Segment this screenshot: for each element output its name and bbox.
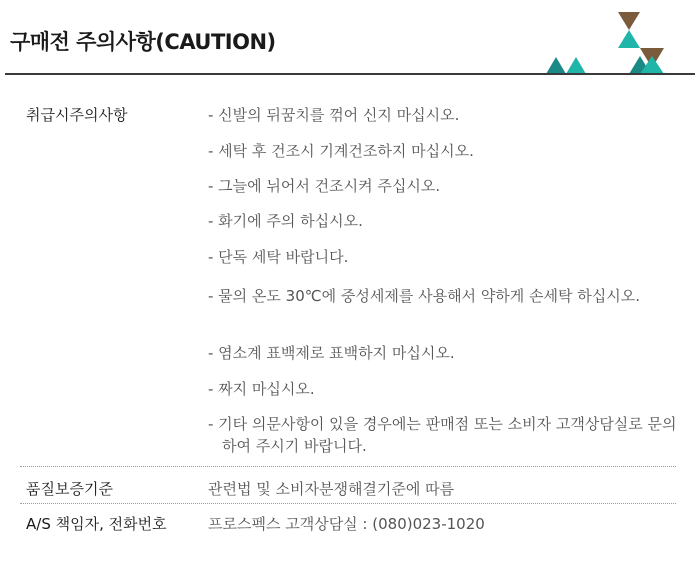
page-header — [0, 0, 700, 76]
deco-triangle-brown-top — [618, 12, 640, 30]
as-contact-value: 프로스펙스 고객상담실 : (080)023-1020 — [208, 515, 485, 533]
row-divider — [20, 466, 676, 467]
care-item: - 짜지 마십시오. — [208, 380, 315, 398]
care-label: 취급시주의사항 — [26, 106, 128, 124]
deco-triangle-small-2 — [566, 57, 586, 74]
quality-label: 품질보증기준 — [26, 480, 113, 498]
care-item: - 단독 세탁 바랍니다. — [208, 248, 349, 266]
header-divider — [5, 73, 695, 75]
care-item: - 그늘에 뉘어서 건조시켜 주십시오. — [208, 177, 441, 195]
quality-value: 관련법 및 소비자분쟁해결기준에 따름 — [208, 480, 455, 498]
deco-triangle-teal-mid — [618, 30, 640, 48]
deco-triangle-small-1 — [546, 57, 566, 74]
care-item: - 물의 온도 30℃에 중성세제를 사용해서 약하게 손세탁 하십시오. — [208, 287, 641, 305]
care-item: - 기타 의문사항이 있을 경우에는 판매점 또는 소비자 고객상담실로 문의하여 주시기 바랍니다. — [208, 415, 677, 455]
care-item: - 염소계 표백제로 표백하지 마십시오. — [208, 344, 455, 362]
care-item: - 세탁 후 건조시 기계건조하지 마십시오. — [208, 142, 474, 160]
page-title: 구매전 주의사항(CAUTION) — [10, 30, 276, 54]
care-item: - 신발의 뒤꿈치를 꺾어 신지 마십시오. — [208, 106, 460, 124]
row-divider — [20, 503, 676, 504]
care-item: - 화기에 주의 하십시오. — [208, 212, 363, 230]
triangle-logo-decoration — [540, 8, 700, 74]
as-label: A/S 책임자, 전화번호 — [26, 515, 167, 533]
